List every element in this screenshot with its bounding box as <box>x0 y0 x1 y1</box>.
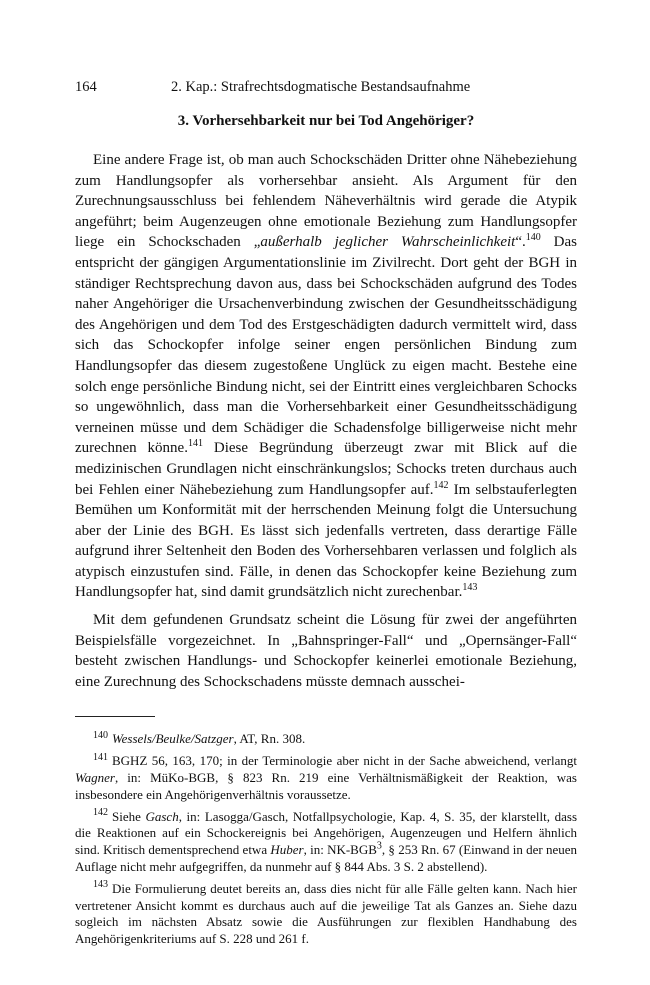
emphasis-text: Huber <box>270 842 304 858</box>
text-run: BGHZ 56, 163, 170; in der Terminologie aber nicht in der Sache abweichend, verlangt <box>112 753 577 769</box>
emphasis-text: Wessels/Beulke/Satzger <box>112 731 234 747</box>
footnote-number: 143 <box>93 879 108 891</box>
text-run: , § 253 Rn. 67 (Einwand in der neuen Auflage nicht mehr aufgegriffen, da nunmehr auf § 844 Abs. 3 S. 2 abstellend). <box>75 842 577 875</box>
body-paragraph <box>75 610 577 692</box>
footnote <box>75 881 577 948</box>
emphasis-text: Gasch <box>145 808 179 824</box>
text-run: Die Formulierung deutet bereits an, dass dies nicht für alle Fälle gelten kann. Nach hier vertretener Ansicht kommt es durchaus auch auf die jeweilige Tat als Ganzes an. Siehe dazu sogleich im nächsten Absatz sowie die Ausführungen zur flexiblen Handhabung des Angehörigenkriteriums auf S. 228 und 261 f. <box>75 880 577 947</box>
footnote-separator <box>75 716 155 717</box>
footnotes <box>75 731 577 948</box>
text-run: , AT, Rn. 308. <box>233 731 306 747</box>
footnote-reference: 3 <box>376 840 382 852</box>
text-run: Mit dem gefundenen Grundsatz scheint die Lösung für zwei der angeführten Beispielsfälle vorgezeichnet. In „Bahnspringer-Fall“ und „Opernsänger-Fall“ besteht zwischen Handlungs- und Schockopfer keinerlei emotionale Beziehung, eine Zurechnung des Schockschadens müsste demnach ausschei- <box>75 612 577 690</box>
footnote-number: 141 <box>93 751 108 763</box>
page-number: 164 <box>75 79 97 95</box>
footnote-reference: 143 <box>462 582 478 594</box>
footnote-number: 142 <box>93 807 108 819</box>
emphasis-text: außerhalb jeglicher Wahrscheinlichkeit <box>260 234 516 251</box>
text-run: , in: Lasogga/Gasch, Notfallpsychologie, Kap. 4, S. 35, der klarstellt, dass die Reaktionen auf ein Schockereignis bei Angehörigen, Augenzeugen und Helfern ähnlich sind. Kritisch dementsprechend etwa <box>75 808 577 858</box>
text-run: Eine andere Frage ist, ob man auch Schockschäden Dritter ohne Nähebeziehung zum Handlungsopfer als vorhersehbar ansieht. Als Argument für den Zurechnungsausschluss bei fehlendem Näheverhältnis wird gerade die Atypik angeführt; beim Augenzeugen ohne emotionale Beziehung zum Handlungsopfer liege ein Schockschaden „ <box>75 152 577 251</box>
running-title: 2. Kap.: Strafrechtsdogmatische Bestandsaufnahme <box>171 79 471 95</box>
footnote-number: 140 <box>93 730 108 742</box>
footnote <box>75 753 577 803</box>
footnote <box>75 809 577 876</box>
section-title: 3. Vorhersehbarkeit nur bei Tod Angehöriger? <box>177 113 475 129</box>
footnote-reference: 140 <box>525 232 541 244</box>
text-run: , in: NK-BGB <box>303 842 377 858</box>
footnote-reference: 142 <box>433 479 449 491</box>
text-run: , in: MüKo-BGB, § 823 Rn. 219 eine Verhältnismäßigkeit der Reaktion, was insbesondere ein Angehörigenverhältnis voraussetze. <box>75 770 577 802</box>
text-run: Im selbstauferlegten Bemühen um Konformität mit der herrschenden Meinung folgt die Untersuchung aber der Linie des BGH. Es lässt sich jedenfalls vertreten, dass derartige Fälle aufgrund ihrer Seltenheit den Boden des Vorhersehbaren verlassen und folglich als atypisch einzustufen sind. Fälle, in denen das Schockopfer keine Beziehung zum Handlungsopfer hat, sind damit grundsätzlich nicht zurechenbar. <box>75 481 577 601</box>
body-paragraph <box>75 150 577 603</box>
emphasis-text: Wagner <box>75 770 115 786</box>
text-run: “. <box>515 234 526 251</box>
text-run: Siehe <box>112 808 146 824</box>
running-header <box>75 76 577 98</box>
body-text <box>75 150 577 692</box>
footnote-reference: 141 <box>187 438 203 450</box>
book-page <box>75 76 577 948</box>
text-run: Diese Begründung überzeugt zwar mit Blick auf die medizinischen Grundlagen nicht einschränkungslos; Schocks treten durchaus auch bei Fehlen einer Nähebeziehung zum Handlungsopfer auf. <box>75 440 577 498</box>
footnote <box>75 731 577 748</box>
text-run: Das entspricht der gängigen Argumentationslinie im Zivilrecht. Dort geht der BGH in ständiger Rechtsprechung davon aus, dass bei Schockschäden aufgrund des Todes naher Angehöriger die Ursachenverbindung zwischen der Gesundheitsschädigung des Angehörigen und dem Tod des Erstgeschädigten dadurch vermittelt wird, dass sich das Schockopfer infolge seiner engen persönlichen Bindung zum Handlungsopfer das diesem zugestoßene Unglück zu eigen macht. Bestehe eine solch enge persönliche Bindung nicht, sei der Eintritt eines vergleichbaren Schocks so ungewöhnlich, dass man die Vorhersehbarkeit einer Gesundheitsschädigung verneinen müsse und dem Schädiger die Schadensfolge billigerweise nicht mehr zurechnen könne. <box>75 234 577 457</box>
